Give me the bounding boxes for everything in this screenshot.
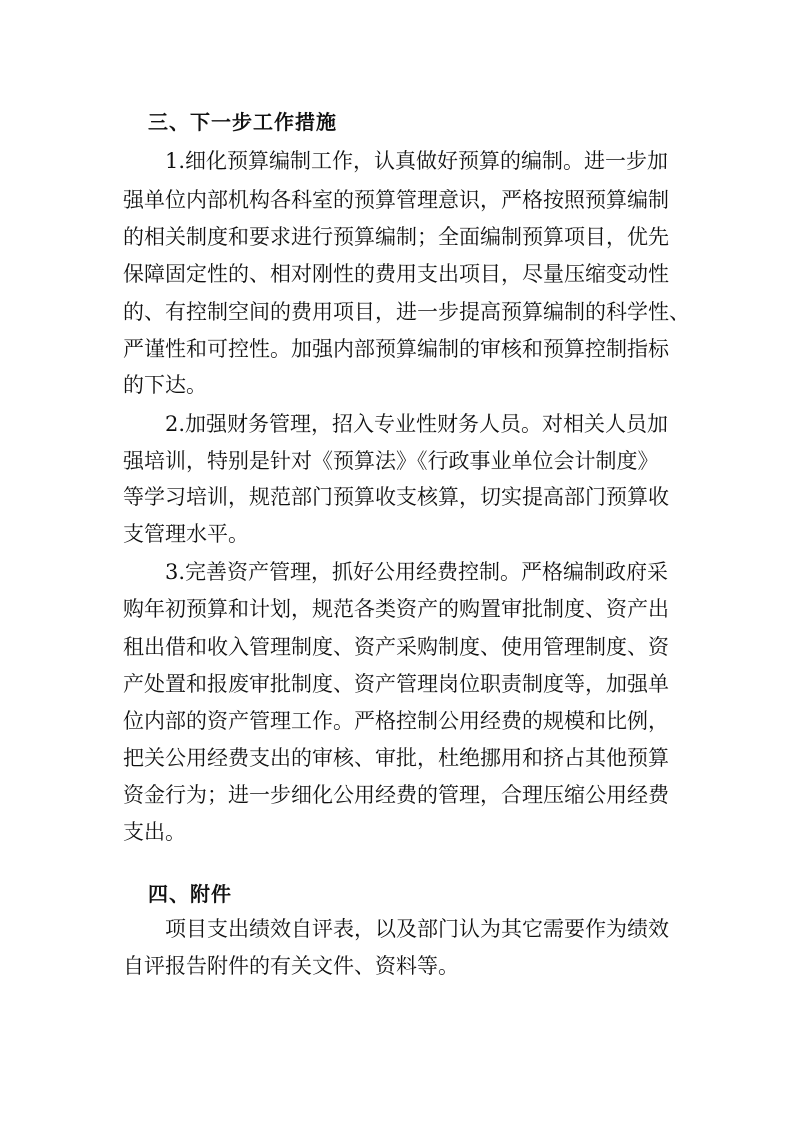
paragraph-line: 资金行为；进一步细化公用经费的管理，合理压缩公用经费 [123,783,669,807]
section-heading-attachments: 四、附件 [148,882,232,906]
paragraph-line: 的相关制度和要求进行预算编制；全面编制预算项目，优先 [123,225,669,249]
section-heading-next-steps: 三、下一步工作措施 [148,110,337,134]
paragraph-line: 3.完善资产管理，抓好公用经费控制。严格编制政府采 [165,560,669,584]
paragraph-line: 的、有控制空间的费用项目，进一步提高预算编制的科学性、 [123,300,690,324]
paragraph-line: 项目支出绩效自评表，以及部门认为其它需要作为绩效 [165,917,669,941]
paragraph-line: 2.加强财务管理，招入专业性财务人员。对相关人员加 [165,412,669,436]
paragraph-line: 把关公用经费支出的审核、审批，杜绝挪用和挤占其他预算 [123,746,669,770]
paragraph-line: 1.细化预算编制工作，认真做好预算的编制。进一步加 [165,149,669,173]
paragraph-line: 的下达。 [123,373,207,397]
paragraph-line: 保障固定性的、相对刚性的费用支出项目，尽量压缩变动性 [123,262,669,286]
paragraph-line: 产处置和报废审批制度、资产管理岗位职责制度等，加强单 [123,672,669,696]
paragraph-line: 购年初预算和计划，规范各类资产的购置审批制度、资产出 [123,597,669,621]
paragraph-line: 位内部的资产管理工作。严格控制公用经费的规模和比例， [123,709,669,733]
paragraph-line: 自评报告附件的有关文件、资料等。 [123,954,459,978]
paragraph-line: 强单位内部机构各科室的预算管理意识，严格按照预算编制 [123,188,669,212]
paragraph-line: 等学习培训，规范部门预算收支核算，切实提高部门预算收 [123,485,669,509]
paragraph-line: 强培训，特别是针对《预算法》《行政事业单位会计制度》 [123,449,659,473]
paragraph-line: 租出借和收入管理制度、资产采购制度、使用管理制度、资 [123,635,669,659]
paragraph-line: 支出。 [123,820,186,844]
paragraph-line: 严谨性和可控性。加强内部预算编制的审核和预算控制指标 [123,337,669,361]
paragraph-line: 支管理水平。 [123,522,249,546]
